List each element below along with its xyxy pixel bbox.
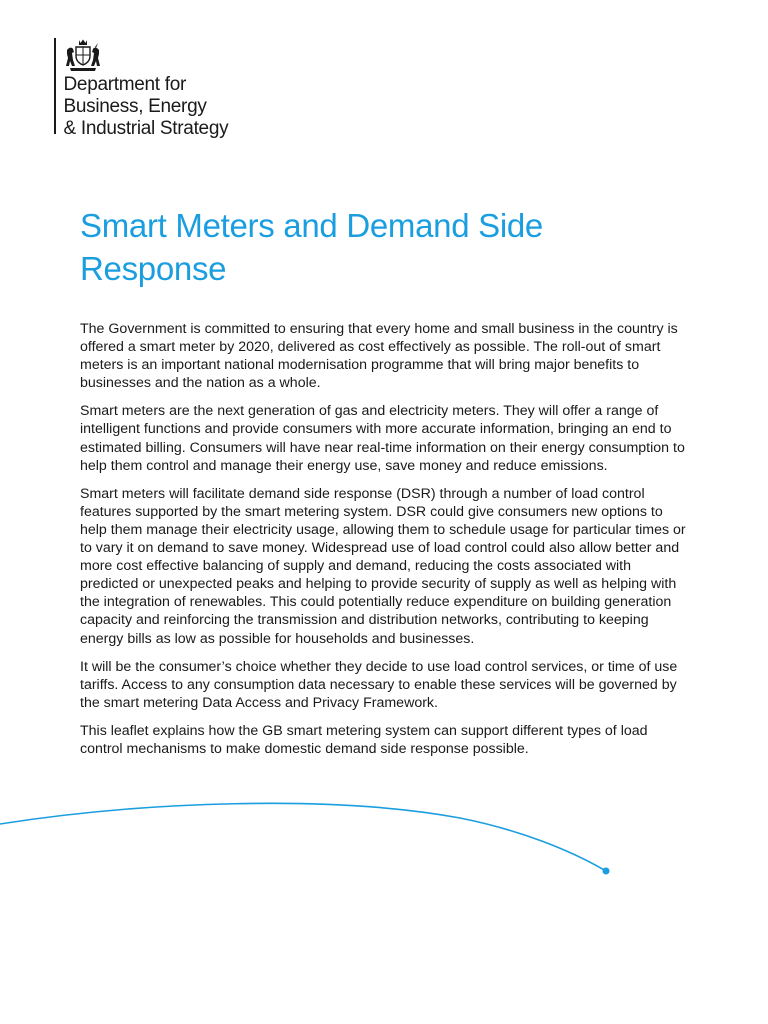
body-text — [80, 320, 688, 768]
paragraph-leaflet-purpose: This leaflet explains how the GB smart metering system can support different types of load control mechanisms to make domestic demand side response possible. — [80, 722, 648, 757]
decorative-curve-line — [0, 803, 606, 871]
royal-coat-of-arms-icon — [64, 38, 102, 72]
paragraph-intro: The Government is committed to ensuring that every home and small business in the country is offered a smart meter by 2020, delivered as cost effectively as possible. The roll-out of smart meters is an important national modernisation programme that will bring major benefits to businesses and the nation as a whole. — [80, 321, 678, 392]
decorative-curve — [0, 800, 768, 890]
department-logo — [54, 38, 228, 140]
paragraph-demand-side-response: Smart meters will facilitate demand side response (DSR) through a number of load control features supported by the smart metering system. DSR could give consumers new options to help them manage their electricity usage, allowing them to schedule usage for particular times or to vary it on demand to save money. Widespread use of load control could also allow better and more cost effective balancing of supply and demand, reducing the costs associated with predicted or unexpected peaks and helping to provide security of supply as well as helping with the integration of renewables. This could potentially reduce expenditure on building generation capacity and reinforcing the transmission and distribution networks, contributing to keeping energy bills as low as possible for households and businesses. — [80, 485, 686, 647]
paragraph-consumer-choice: It will be the consumer’s choice whether they decide to use load control services, or time of use tariffs. Access to any consumption data necessary to enable these services will be governed by the smart metering Data Access and Privacy Framework. — [80, 658, 678, 711]
page-title-line-1: Smart Meters and Demand Side — [80, 207, 543, 244]
page-title-line-2: Response — [80, 250, 227, 287]
decorative-curve-dot — [603, 868, 610, 875]
logo-divider-rule — [54, 38, 56, 134]
organisation-name-line-2: Business, Energy — [63, 96, 207, 117]
organisation-name-line-3: & Industrial Strategy — [63, 118, 229, 139]
paragraph-smart-meters: Smart meters are the next generation of gas and electricity meters. They will offer a range of intelligent functions and provide consumers with more accurate information, bringing an end to estimated billing. Consumers will have near real-time information on their energy consumption to help them control and manage their energy use, save money and reduce emissions. — [80, 403, 685, 474]
logo-block — [64, 38, 229, 140]
page-title — [80, 204, 680, 290]
organisation-name-line-1: Department for — [63, 74, 187, 95]
